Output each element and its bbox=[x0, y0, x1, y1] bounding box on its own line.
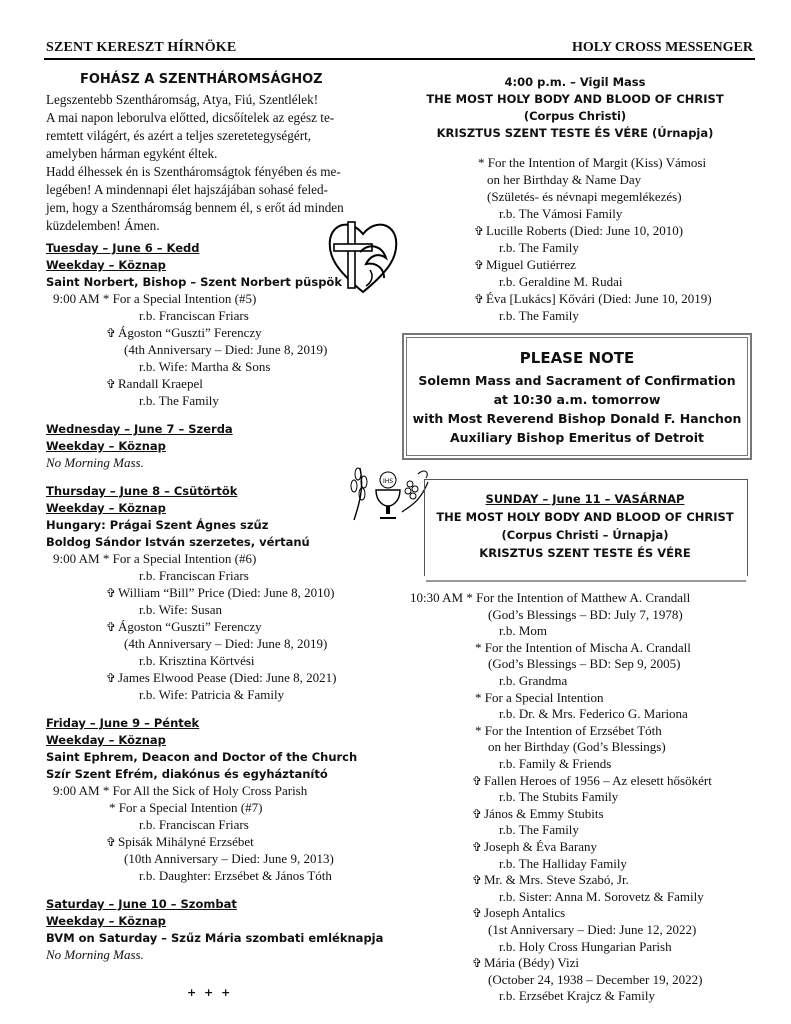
day-heading bbox=[46, 517, 268, 533]
prayer-line: küzdelemben! Ámen. bbox=[46, 218, 160, 233]
mass-intention-line bbox=[488, 739, 666, 755]
line-text: (God’s Blessings – BD: Sep 9, 2005) bbox=[488, 656, 681, 672]
mass-intention-line bbox=[124, 636, 327, 652]
line-text: r.b. Dr. & Mrs. Federico G. Mariona bbox=[499, 706, 688, 722]
mass-intention-line bbox=[472, 955, 579, 971]
cross-icon: ✞ bbox=[472, 773, 483, 788]
mass-intention-line bbox=[478, 155, 706, 171]
mass-intention-line bbox=[487, 172, 641, 188]
mass-intention-line bbox=[499, 706, 688, 722]
section-ornament: + + + bbox=[187, 986, 233, 999]
vigil-title-en: THE MOST HOLY BODY AND BLOOD OF CHRIST bbox=[426, 92, 724, 106]
day-heading bbox=[46, 240, 200, 256]
mass-intention-line bbox=[499, 889, 704, 905]
line-text: r.b. Wife: Martha & Sons bbox=[139, 359, 271, 374]
sunday-title-latin: (Corpus Christi – Úrnapja) bbox=[501, 528, 669, 542]
mass-intention-line bbox=[472, 872, 629, 888]
line-text: No Morning Mass. bbox=[46, 455, 144, 470]
line-text: r.b. Wife: Patricia & Family bbox=[139, 687, 285, 702]
mass-intention-line bbox=[139, 393, 219, 409]
mass-intention-line bbox=[106, 325, 262, 341]
mass-intention-line bbox=[487, 189, 682, 205]
line-text: * For the Intention of Mischa A. Crandall bbox=[475, 639, 691, 655]
line-text: r.b. The Vámosi Family bbox=[499, 206, 623, 221]
mass-intention-line bbox=[472, 773, 712, 789]
mass-intention-line bbox=[474, 223, 683, 239]
cross-icon: ✞ bbox=[472, 840, 483, 854]
day-heading bbox=[46, 930, 383, 946]
masthead-hungarian-title: SZENT KERESZT HÍRNÖKE bbox=[46, 40, 237, 55]
svg-text:IHS: IHS bbox=[382, 478, 394, 485]
note-heading: PLEASE NOTE bbox=[519, 349, 635, 367]
mass-intention-line bbox=[106, 376, 203, 392]
line-text: 10:30 AM * For the Intention of Matthew A. Crandall bbox=[410, 590, 691, 605]
sunday-title-en: THE MOST HOLY BODY AND BLOOD OF CHRIST bbox=[436, 510, 734, 524]
day-heading bbox=[46, 766, 328, 782]
line-text: Ágoston “Guszti” Ferenczy bbox=[118, 619, 262, 634]
line-text: r.b. Erzsébet Krajcz & Family bbox=[499, 988, 655, 1004]
line-text: Mr. & Mrs. Steve Szabó, Jr. bbox=[484, 872, 629, 888]
line-text: Weekday – Köznap bbox=[46, 733, 166, 747]
line-text: r.b. The Family bbox=[499, 822, 579, 838]
line-text: r.b. Grandma bbox=[499, 673, 568, 688]
mass-intention-line bbox=[46, 455, 144, 471]
cross-icon: ✞ bbox=[472, 906, 483, 921]
mass-intention-line bbox=[139, 359, 270, 375]
mass-intention-line bbox=[106, 834, 254, 850]
line-text: r.b. The Stubits Family bbox=[499, 789, 619, 805]
line-text: Éva [Lukács] Kővári (Died: June 10, 2019) bbox=[486, 291, 712, 306]
mass-intention-line bbox=[488, 607, 683, 623]
mass-intention-line bbox=[475, 640, 691, 656]
mass-intention-line bbox=[499, 988, 655, 1004]
line-text: (Születés- és névnapi megemlékezés) bbox=[487, 189, 682, 204]
mass-intention-line bbox=[475, 723, 662, 739]
sunday-box-rule bbox=[426, 580, 746, 582]
prayer-line: legében! A mindennapi élet hajszájában sohasé feled- bbox=[46, 182, 328, 197]
vigil-title-hu: KRISZTUS SZENT TESTE ÉS VÉRE (Úrnapja) bbox=[436, 126, 714, 140]
mass-intention-line bbox=[139, 308, 249, 324]
line-text: Friday – June 9 – Péntek bbox=[46, 716, 200, 730]
cross-icon: ✞ bbox=[474, 258, 485, 272]
mass-intention-line bbox=[499, 856, 627, 872]
mass-intention-line bbox=[139, 687, 284, 703]
mass-intention-line bbox=[106, 619, 262, 635]
masthead-rule bbox=[44, 58, 755, 60]
mass-intention-line bbox=[139, 868, 332, 884]
line-text: r.b. Franciscan Friars bbox=[139, 817, 249, 832]
mass-intention-line bbox=[499, 822, 579, 838]
mass-intention-line bbox=[139, 568, 249, 584]
line-text: r.b. The Family bbox=[139, 393, 219, 408]
note-line: Solemn Mass and Sacrament of Confirmation bbox=[418, 373, 736, 388]
day-heading bbox=[46, 896, 237, 912]
line-text: Tuesday – June 6 – Kedd bbox=[46, 241, 200, 255]
note-line: at 10:30 a.m. tomorrow bbox=[493, 392, 661, 407]
cross-icon: ✞ bbox=[106, 326, 117, 340]
mass-intention-line bbox=[106, 670, 336, 686]
mass-intention-line bbox=[474, 291, 712, 307]
day-heading bbox=[46, 913, 166, 929]
cross-icon: ✞ bbox=[106, 586, 117, 600]
cross-icon: ✞ bbox=[106, 377, 117, 391]
mass-intention-line bbox=[488, 656, 680, 672]
day-heading bbox=[46, 534, 310, 550]
line-text: János & Emmy Stubits bbox=[484, 805, 604, 821]
line-text: r.b. Holy Cross Hungarian Parish bbox=[499, 938, 672, 954]
line-text: Saint Norbert, Bishop – Szent Norbert püspök bbox=[46, 275, 342, 289]
line-text: Weekday – Köznap bbox=[46, 914, 166, 928]
line-text: * For a Special Intention bbox=[475, 689, 604, 705]
line-text: Saturday – June 10 – Szombat bbox=[46, 897, 237, 911]
mass-intention-line bbox=[46, 947, 144, 963]
sunday-title-hu: KRISZTUS SZENT TESTE ÉS VÉRE bbox=[479, 546, 691, 560]
line-text: 9:00 AM * For a Special Intention (#6) bbox=[53, 551, 257, 566]
prayer-line: Legszentebb Szentháromság, Atya, Fiú, Szentlélek! bbox=[46, 92, 319, 107]
please-note-box bbox=[402, 333, 752, 460]
day-heading bbox=[46, 500, 166, 516]
line-text: r.b. Franciscan Friars bbox=[139, 308, 249, 323]
line-text: William “Bill” Price (Died: June 8, 2010) bbox=[118, 585, 335, 600]
line-text: * For the Intention of Margit (Kiss) Vámosi bbox=[478, 155, 707, 170]
mass-intention-line bbox=[53, 551, 256, 567]
line-text: r.b. Family & Friends bbox=[499, 756, 612, 771]
mass-intention-line bbox=[53, 291, 256, 307]
line-text: Spisák Mihályné Erzsébet bbox=[118, 834, 254, 849]
line-text: r.b. Daughter: Erzsébet & János Tóth bbox=[139, 868, 332, 883]
mass-intention-line bbox=[474, 257, 576, 273]
day-heading bbox=[46, 715, 199, 731]
line-text: r.b. Mom bbox=[499, 623, 548, 639]
mass-intention-line bbox=[139, 602, 222, 618]
line-text: Thursday – June 8 – Csütörtök bbox=[46, 484, 238, 498]
line-text: 9:00 AM * For All the Sick of Holy Cross Parish bbox=[53, 783, 308, 798]
note-line: with Most Reverend Bishop Donald F. Hanchon bbox=[412, 411, 742, 426]
mass-intention-line bbox=[124, 851, 334, 867]
line-text: r.b. The Halliday Family bbox=[499, 855, 627, 871]
line-text: r.b. Sister: Anna M. Sorovetz & Family bbox=[499, 888, 704, 904]
day-heading bbox=[46, 749, 357, 765]
line-text: Saint Ephrem, Deacon and Doctor of the Church bbox=[46, 750, 358, 764]
line-text: Weekday – Köznap bbox=[46, 439, 166, 453]
mass-intention-line bbox=[475, 690, 604, 706]
cross-icon: ✞ bbox=[106, 620, 117, 634]
line-text: (4th Anniversary – Died: June 8, 2019) bbox=[124, 342, 328, 357]
mass-intention-line bbox=[139, 653, 255, 669]
day-heading bbox=[46, 732, 166, 748]
line-text: Joseph Antalics bbox=[484, 905, 566, 921]
prayer-line: jem, hogy a Szentháromság bennem él, s erőt ád minden bbox=[46, 200, 344, 215]
note-line: Auxiliary Bishop Emeritus of Detroit bbox=[449, 430, 704, 445]
line-text: * For a Special Intention (#7) bbox=[109, 800, 263, 815]
cross-icon: ✞ bbox=[106, 671, 117, 685]
line-text: * For the Intention of Erzsébet Tóth bbox=[475, 722, 662, 738]
line-text: r.b. The Family bbox=[499, 308, 579, 323]
cross-icon: ✞ bbox=[474, 224, 485, 238]
cross-icon: ✞ bbox=[472, 873, 483, 888]
prayer-line: A mai napon leborulva előtted, dicsőítelek az egész te- bbox=[46, 110, 335, 125]
cross-icon: ✞ bbox=[472, 956, 483, 971]
line-text: Boldog Sándor István szerzetes, vértanú bbox=[46, 535, 310, 549]
line-text: on her Birthday (God’s Blessings) bbox=[488, 739, 666, 755]
line-text: (God’s Blessings – BD: July 7, 1978) bbox=[488, 606, 683, 622]
mass-intention-line bbox=[472, 839, 597, 855]
mass-intention-line bbox=[53, 783, 307, 799]
line-text: (4th Anniversary – Died: June 8, 2019) bbox=[124, 636, 328, 651]
mass-intention-line bbox=[488, 922, 696, 938]
prayer-title: FOHÁSZ A SZENTHÁROMSÁGHOZ bbox=[80, 72, 323, 87]
mass-intention-line bbox=[499, 673, 567, 689]
mass-intention-line bbox=[499, 206, 622, 222]
line-text: Randall Kraepel bbox=[118, 376, 203, 391]
mass-intention-line bbox=[499, 274, 622, 290]
cross-icon: ✞ bbox=[106, 835, 117, 849]
line-text: r.b. Geraldine M. Rudai bbox=[499, 274, 623, 289]
line-text: Lucille Roberts (Died: June 10, 2010) bbox=[486, 223, 684, 238]
line-text: (10th Anniversary – Died: June 9, 2013) bbox=[124, 851, 334, 866]
line-text: Ágoston “Guszti” Ferenczy bbox=[118, 325, 262, 340]
mass-intention-line bbox=[106, 585, 334, 601]
line-text: Hungary: Prágai Szent Ágnes szűz bbox=[46, 518, 269, 532]
prayer-line: remtett világért, és azért a teljes szeretetegységért, bbox=[46, 128, 312, 143]
line-text: Weekday – Köznap bbox=[46, 258, 166, 272]
cross-icon: ✞ bbox=[474, 292, 485, 306]
line-text: Weekday – Köznap bbox=[46, 501, 166, 515]
line-text: r.b. The Family bbox=[499, 240, 579, 255]
line-text: Szír Szent Efrém, diakónus és egyháztanító bbox=[46, 767, 328, 781]
mass-intention-line bbox=[472, 806, 604, 822]
mass-intention-line bbox=[109, 800, 262, 816]
day-heading bbox=[46, 438, 166, 454]
prayer-line: Hadd élhessek én is Szentháromságtok fényében és me- bbox=[46, 164, 341, 179]
mass-intention-line bbox=[499, 756, 611, 772]
masthead-english-title: HOLY CROSS MESSENGER bbox=[571, 40, 753, 55]
line-text: r.b. Wife: Susan bbox=[139, 602, 223, 617]
mass-intention-line bbox=[499, 623, 547, 639]
mass-intention-line bbox=[472, 905, 565, 921]
line-text: 9:00 AM * For a Special Intention (#5) bbox=[53, 291, 257, 306]
cross-icon: ✞ bbox=[472, 806, 483, 821]
mass-intention-line bbox=[124, 342, 327, 358]
day-heading bbox=[46, 483, 237, 499]
mass-intention-line bbox=[499, 240, 579, 256]
line-text: BVM on Saturday – Szűz Mária szombati emléknapja bbox=[46, 931, 384, 945]
wheat-chalice-icon bbox=[340, 462, 436, 524]
day-heading bbox=[46, 257, 166, 273]
line-text: on her Birthday & Name Day bbox=[487, 172, 642, 187]
day-heading bbox=[46, 274, 342, 290]
mass-intention-line bbox=[499, 789, 618, 805]
day-heading bbox=[46, 421, 233, 437]
line-text: Fallen Heroes of 1956 – Az elesett hősökért bbox=[484, 772, 712, 788]
line-text: (1st Anniversary – Died: June 12, 2022) bbox=[488, 922, 697, 937]
mass-intention-line bbox=[139, 817, 249, 833]
line-text: Joseph & Éva Barany bbox=[484, 839, 598, 854]
line-text: No Morning Mass. bbox=[46, 947, 144, 962]
line-text: Miguel Gutiérrez bbox=[486, 257, 576, 272]
line-text: r.b. Franciscan Friars bbox=[139, 568, 249, 583]
line-text: Mária (Bédy) Vizi bbox=[484, 955, 580, 971]
line-text: (October 24, 1938 – December 19, 2022) bbox=[488, 971, 703, 987]
vigil-title-latin: (Corpus Christi) bbox=[523, 109, 627, 123]
mass-intention-line bbox=[499, 939, 672, 955]
line-text: James Elwood Pease (Died: June 8, 2021) bbox=[118, 670, 337, 685]
prayer-line: amelyben hárman egyként éltek. bbox=[46, 146, 218, 161]
line-text: Wednesday – June 7 – Szerda bbox=[46, 422, 233, 436]
mass-intention-line bbox=[499, 308, 579, 324]
mass-intention-line bbox=[410, 590, 690, 606]
line-text: r.b. Krisztina Körtvési bbox=[139, 653, 255, 668]
mass-intention-line bbox=[488, 972, 702, 988]
sunday-date: SUNDAY – June 11 – VASÁRNAP bbox=[485, 492, 685, 506]
vigil-time: 4:00 p.m. – Vigil Mass bbox=[504, 75, 646, 89]
